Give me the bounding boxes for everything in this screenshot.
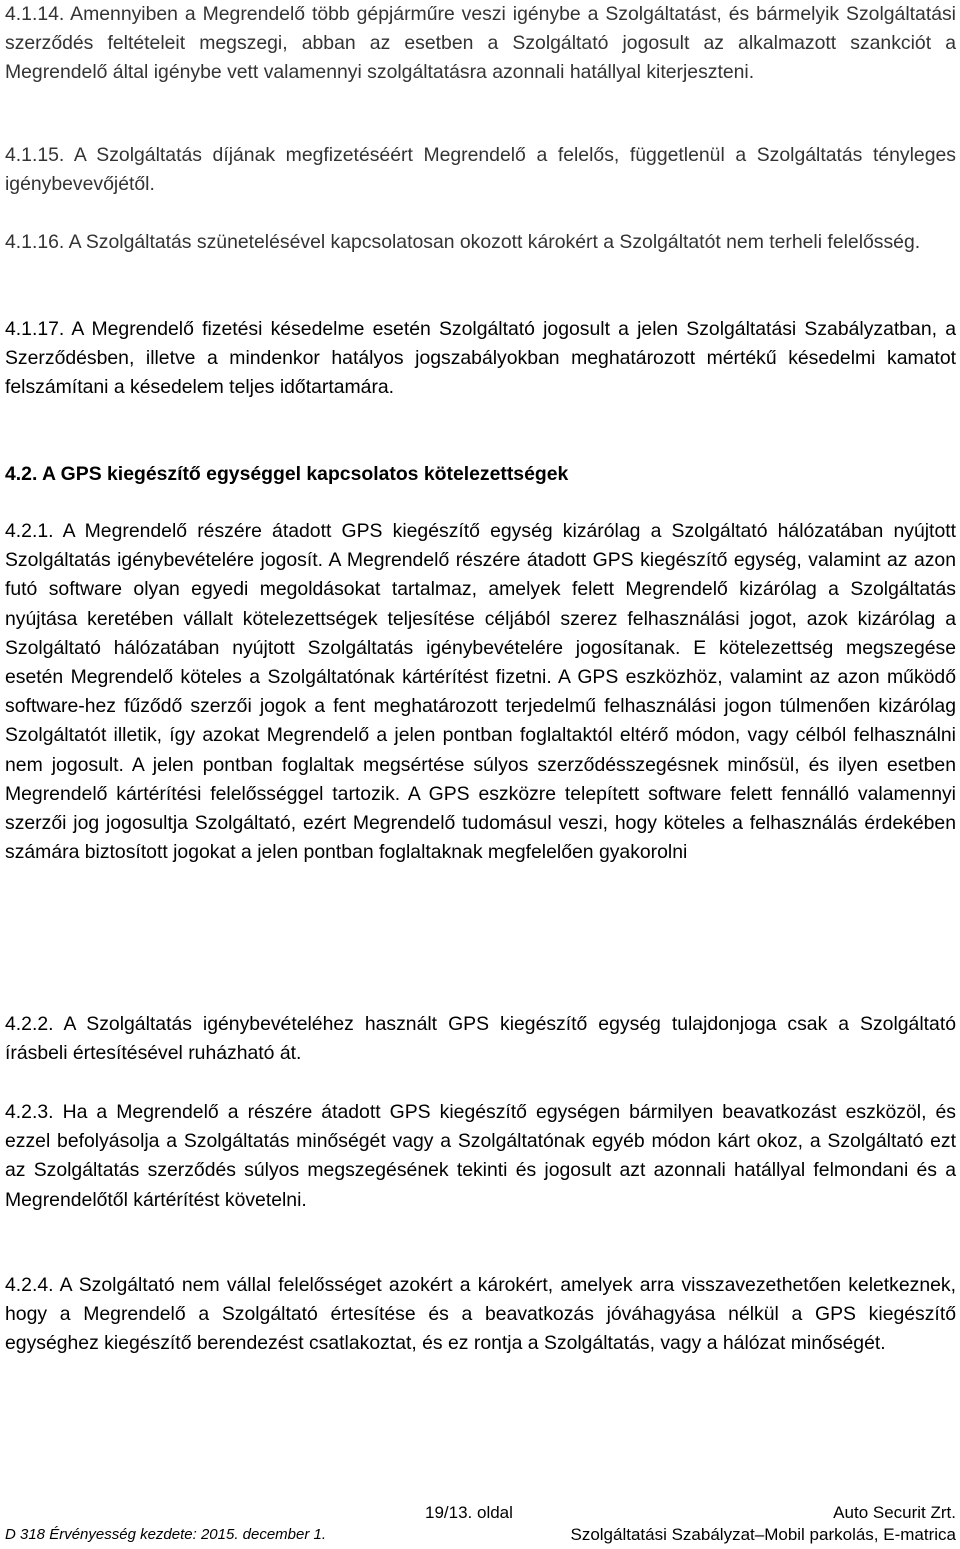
paragraph-4-2-3: 4.2.3. Ha a Megrendelő a részére átadott GPS kiegészítő egységen bármilyen beavatkozást eszközöl, és ezzel befolyásolja a Szolgáltatás minőségét vagy a Szolgáltatónak egyéb módon kárt okoz, a Szolgáltató ezt az Szolgáltatás szerződés súlyos megszegésének tekinti és jogosult azt azonnali hatállyal felmondani és a Megrendelőtől kártérítést követelni. xyxy=(5,1101,956,1211)
paragraph-4-1-14: 4.1.14. Amennyiben a Megrendelő több gépjárműre veszi igénybe a Szolgáltatást, és bármelyik Szolgáltatási szerződés feltételeit megszegi, abban az esetben a Szolgáltató jogosult az alkalmazott szankciót a Megrendelő által igénybe vett valamennyi szolgáltatásra azonnali hatállyal kiterjeszteni. xyxy=(5,3,956,84)
paragraph-4-1-15: 4.1.15. A Szolgáltatás díjának megfizetéséért Megrendelő a felelős, függetlenül a Szolgáltatás tényleges igénybevevőjétől. xyxy=(5,144,956,196)
paragraph-4-2-2: 4.2.2. A Szolgáltatás igénybevételéhez használt GPS kiegészítő egység tulajdonjoga csak a Szolgáltató írásbeli értesítésével ruházható át. xyxy=(5,1013,956,1065)
paragraph-4-2-4: 4.2.4. A Szolgáltató nem vállal felelősséget azokért a károkért, amelyek arra visszavezethetően keletkeznek, hogy a Megrendelő a Szolgáltató értesítése és a beavatkozás jóváhagyása nélkül a GPS kiegészítő egységhez kiegészítő berendezést csatlakoztat, és ez rontja a Szolgáltatás, vagy a hálózat minőségét. xyxy=(5,1274,956,1355)
validity-date: D 318 Érvényesség kezdete: 2015. december 1. xyxy=(5,1526,327,1543)
section-heading-4-2: 4.2. A GPS kiegészítő egységgel kapcsolatos kötelezettségek xyxy=(5,463,569,485)
paragraph-4-2-1: 4.2.1. A Megrendelő részére átadott GPS kiegészítő egység kizárólag a Szolgáltató hálózatában nyújtott Szolgáltatás igénybevételére jogosít. A Megrendelő részére átadott GPS kiegészítő egység, valamint az azon futó software olyan egyedi megoldásokat tartalmaz, amelyek felett Megrendelő kizárólag a Szolgáltatás nyújtása keretében vállalt kötelezettségek teljesítése céljából szerez felhasználási jogot, azok kizárólag a Szolgáltató hálózatában nyújtott Szolgáltatás igénybevételére jogosítanak. E kötelezettség megszegése esetén Megrendelő köteles a Szolgáltatónak kártérítést fizetni. A GPS eszközhöz, valamint az azon működő software-hez fűződő szerzői jogok a fent meghatározott terjedelmű felhasználási jogon túlmenően kizárólag Szolgáltatót illetik, így azokat Megrendelő a jelen pontban foglaltaktól eltérő módon, vagy célból felhasználni nem jogosult. A jelen pontban foglaltak megsértése súlyos szerződésszegésnek minősül, és ilyen esetben Megrendelő kártérítési felelősséggel tartozik. A GPS eszközre telepített software felett fennálló valamennyi szerzői jog jogosultja Szolgáltató, ezért Megrendelő tudomásul veszi, hogy köteles a felhasználás érdekében számára biztosított jogokat a jelen pontban foglaltaknak megfelelően gyakorolni xyxy=(5,520,956,864)
company-name: Auto Securit Zrt. xyxy=(833,1503,956,1522)
footer-bottom-row xyxy=(0,1522,960,1548)
page-number: 19/13. oldal xyxy=(425,1503,513,1522)
document-title: Szolgáltatási Szabályzat–Mobil parkolás, E-matrica xyxy=(570,1525,956,1544)
paragraph-4-1-17: 4.1.17. A Megrendelő fizetési késedelme esetén Szolgáltató jogosult a jelen Szolgáltatási Szabályzatban, a Szerződésben, illetve a mindenkor hatályos jogszabályokban meghatározott mértékű késedelmi kamatot felszámítani a késedelem teljes időtartamára. xyxy=(5,318,956,399)
paragraph-4-1-16: 4.1.16. A Szolgáltatás szünetelésével kapcsolatosan okozott károkért a Szolgáltatót nem terheli felelősség. xyxy=(5,231,921,253)
